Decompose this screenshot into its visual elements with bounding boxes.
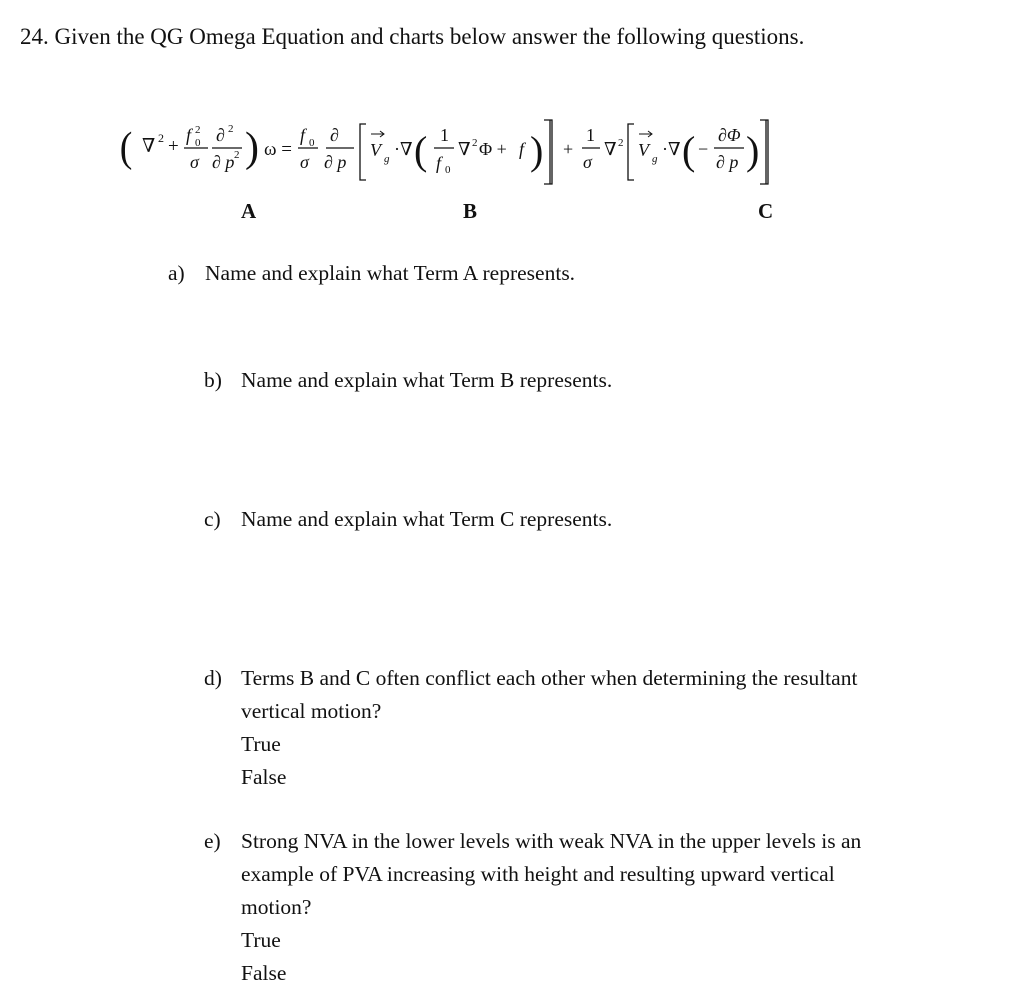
term-label-a: A <box>241 199 257 223</box>
svg-text:∇: ∇ <box>604 139 617 159</box>
part-text: Name and explain what Term B represents. <box>241 368 613 392</box>
svg-text:f: f <box>186 125 192 145</box>
svg-text:): ) <box>746 128 760 173</box>
svg-text:V: V <box>638 140 649 160</box>
svg-text:+: + <box>563 139 574 159</box>
svg-text:·∇: ·∇ <box>394 139 413 159</box>
svg-text:(: ( <box>414 128 428 173</box>
svg-text:f: f <box>300 125 306 145</box>
svg-text:σ: σ <box>190 152 199 172</box>
svg-text:2: 2 <box>228 123 234 135</box>
option-false[interactable]: False <box>241 961 287 985</box>
svg-text:∂ p: ∂ p <box>212 152 235 172</box>
svg-text:·∇: ·∇ <box>662 139 681 159</box>
svg-text:∂: ∂ <box>216 125 225 145</box>
term-label-c: C <box>758 199 774 223</box>
part-letter: b) <box>204 368 222 392</box>
svg-text:∂: ∂ <box>330 125 339 145</box>
part-letter: e) <box>204 829 221 853</box>
svg-text:): ) <box>530 128 544 173</box>
svg-text:g: g <box>652 153 658 165</box>
svg-text:∂ p: ∂ p <box>716 152 739 172</box>
svg-text:2: 2 <box>158 131 164 145</box>
svg-text:g: g <box>384 153 390 165</box>
svg-text:): ) <box>245 125 259 171</box>
part-text: Terms B and C often conflict each other when determining the resultant vertical motion? True False <box>241 662 857 794</box>
svg-text:2: 2 <box>618 137 624 149</box>
svg-text:−: − <box>698 139 709 159</box>
svg-text:0: 0 <box>445 164 451 176</box>
svg-text:ω =: ω = <box>264 139 292 160</box>
svg-text:f: f <box>436 153 442 173</box>
part-text: Name and explain what Term C represents. <box>241 507 613 531</box>
svg-text:(: ( <box>682 128 696 173</box>
svg-text:(: ( <box>119 123 133 171</box>
part-letter: c) <box>204 507 221 531</box>
svg-text:V: V <box>370 140 381 160</box>
qg-omega-equation <box>118 108 898 200</box>
svg-text:0: 0 <box>195 137 201 149</box>
part-text: Strong NVA in the lower levels with weak NVA in the upper levels is an example of PVA increasing with height and resulting upward vertical motion? True False <box>241 825 861 990</box>
svg-text:f: f <box>519 139 525 159</box>
part-letter: d) <box>204 666 222 690</box>
option-false[interactable]: False <box>241 765 287 789</box>
svg-text:∂ p: ∂ p <box>324 152 347 172</box>
option-true[interactable]: True <box>241 928 281 952</box>
svg-text:1: 1 <box>440 125 449 145</box>
svg-text:2: 2 <box>195 124 201 136</box>
option-true[interactable]: True <box>241 732 281 756</box>
svg-text:∇: ∇ <box>142 136 156 157</box>
svg-text:∂Φ: ∂Φ <box>718 125 741 145</box>
part-text: Name and explain what Term A represents. <box>205 261 576 285</box>
svg-text:σ: σ <box>300 152 309 172</box>
svg-text:+: + <box>168 136 179 157</box>
svg-text:σ: σ <box>583 152 592 172</box>
svg-text:1: 1 <box>586 125 595 145</box>
part-letter: a) <box>168 261 185 285</box>
svg-text:0: 0 <box>309 137 315 149</box>
question-title: 24. Given the QG Omega Equation and charts below answer the following questions. <box>20 24 805 49</box>
svg-text:∇: ∇ <box>458 139 471 159</box>
svg-text:Φ +: Φ + <box>479 139 507 159</box>
term-label-b: B <box>463 199 478 223</box>
svg-text:2: 2 <box>472 137 478 149</box>
svg-text:2: 2 <box>234 149 240 161</box>
